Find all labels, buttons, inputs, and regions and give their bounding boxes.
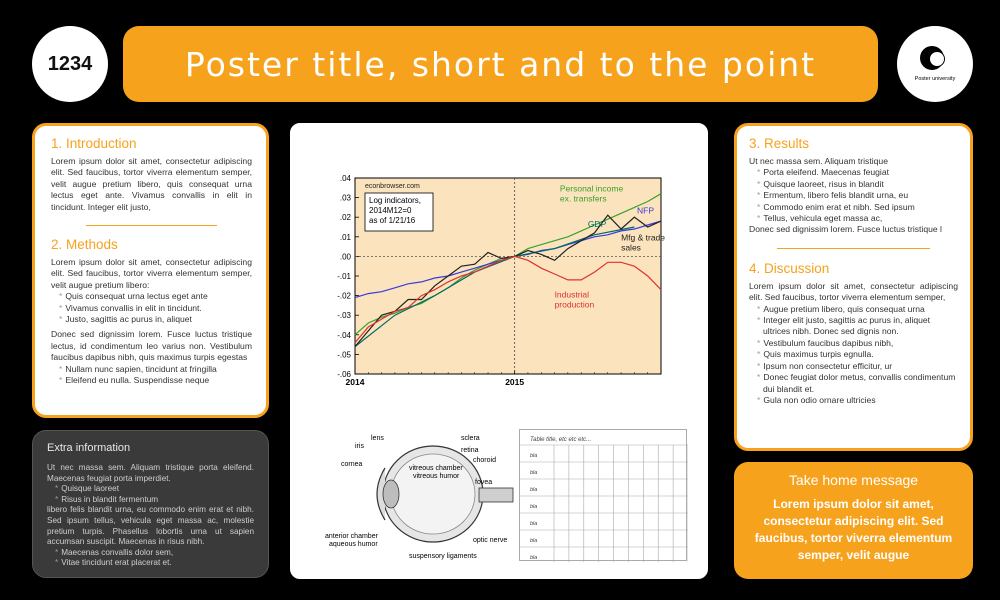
introduction-heading: 1. Introduction [51,136,137,151]
list-item: * Integer elit justo, sagittis ac purus in, aliquet ultrices nibh. Donec sed dignis non. [757,315,931,337]
discussion-text: Lorem ipsum dolor sit amet, consectetur adipiscing elit. Sed faucibus, tortor viverra elementum semper, [749,280,958,303]
list-item: * Quisque laoreet, risus in blandit [757,178,884,189]
methods-bullets [57,291,252,325]
extra-bullets-2 [53,548,254,569]
y-tick-label: -.03 [337,311,351,321]
eye-label-aqueous-humor: aqueous humor [329,541,378,548]
table-row-label: bla [530,470,538,476]
results-discussion-panel [734,123,973,451]
list-item: * Vestibulum faucibus dapibus nibh, [757,337,894,348]
series-label-nfp: NFP [637,205,655,216]
y-tick-label: -.01 [337,272,351,281]
list-item: * Vitae tincidunt erat placerat et. [55,558,172,568]
eye-label-sclera: sclera [461,435,480,442]
series-label-mfg-trade-sales: Mfg & trade sales [621,232,666,253]
eye-anatomy-diagram [323,426,523,566]
poster-title: Poster title, short and to the point [184,44,817,84]
chart-annotation: Log indicators, 2014M12=0 as of 1/21/16 [369,196,422,225]
methods-text: Lorem ipsum dolor sit amet, consectetur adipiscing elit. Sed faucibus, tortor viverra elementum semper, velit augue pretium libero: [51,257,252,290]
section-divider [86,225,217,226]
results-heading: 3. Results [749,136,810,151]
eye-label-cornea: cornea [341,461,363,468]
series-label-industrial-production: Industrial production [554,289,595,310]
table-row-label: bla [530,453,538,459]
y-tick-label: -.04 [337,330,351,340]
eye-label-vitreous-humor: vitreous humor [413,473,460,480]
take-home-heading: Take home message [788,472,919,488]
list-item: * Quis maximus turpis egnulla. [757,349,874,360]
table-row-label: bla [530,487,538,493]
y-tick-label: -.02 [337,291,351,301]
list-item: * Justo, sagittis ac purus in, aliquet [59,314,192,325]
eye-label-optic-nerve: optic nerve [473,537,508,544]
results-bullets [755,167,958,224]
eye-label-suspensory-ligaments: suspensory ligaments [409,553,477,560]
poster-title-bar [123,26,878,102]
eye-label-retina: retina [461,447,479,454]
list-item: * Tellus, vehicula eget massa ac, [757,213,883,224]
x-tick-label: 2015 [505,377,525,386]
table-row-label: bla [530,538,538,544]
list-item: * Augue pretium libero, quis consequat urna [757,303,925,314]
list-item: * Maecenas convallis dolor sem, [55,547,174,557]
table-row-label: bla [530,504,538,510]
list-item: * Gula non odio ornare ultricies [757,394,876,405]
list-item: * Ermentum, libero felis blandit urna, eu [757,190,909,201]
y-tick-label: .01 [339,232,351,242]
results-text-2: Donec sed dignissim lorem. Fusce luctus tristique l [749,224,942,235]
discussion-heading: 4. Discussion [749,260,830,276]
list-item: * Quis consequat urna lectus eget ante [59,291,208,302]
extra-bullets [53,484,254,505]
economic-indicators-chart [293,126,705,386]
extra-heading: Extra information [47,442,131,454]
extra-information-panel [32,430,269,578]
poster-number: 1234 [47,52,93,75]
extra-text-2: libero felis blandit urna, eu commodo enim erat et nibh. Sed ipsum tellus, vehicula eget massa ac, molestie pretium turpis. Phasellus lobortis urna ut sapien accumsan suscipit. Maecenas in risus nibh. [47,505,254,547]
table-row-label: bla [530,555,538,561]
intro-methods-panel [32,123,269,418]
list-item: * Eleifend eu nulla. Suspendisse neque [59,375,210,386]
extra-text: Ut nec massa sem. Aliquam tristique porta eleifend. Maecenas feugiat porta imperdiet. [47,463,254,483]
list-item: * Commodo enim erat et nibh. Sed ipsum [757,201,915,212]
methods-heading: 2. Methods [51,237,118,253]
discussion-bullets [755,304,958,407]
take-home-message-panel [734,462,973,579]
poster-number-badge [32,26,108,102]
y-tick-label: -.06 [337,370,351,379]
introduction-text: Lorem ipsum dolor sit amet, consectetur adipiscing elit. Sed faucibus, tortor viverra elementum semper, velit augue pretium libero, quis consequat urna lectus eget ante. Vivamus convallis in elit in tincidunt. Integer elit justo, [51,156,252,212]
eye-label-lens: lens [371,435,384,442]
y-tick-label: .04 [339,174,351,183]
eye-label-choroid: choroid [473,457,496,464]
logo-icon [920,46,950,72]
list-item: * Donec feugiat dolor metus, convallis condimentum dui blandit et. [757,372,956,394]
series-label-gdp: GDP [587,219,607,229]
eye-label-vitreous-chamber: vitreous chamber [409,465,463,472]
y-tick-label: .02 [339,213,351,223]
list-item: * Quisque laoreet [55,484,119,494]
chart-source-text: econbrowser.com [365,183,420,190]
x-tick-label: 2014 [345,377,365,386]
eye-label-iris: iris [355,443,364,450]
eye-label-fovea: fovea [475,479,493,486]
list-item: * Vivamus convallis in elit in tincidunt. [59,302,202,313]
logo-text: Poster university [914,76,956,82]
data-table-grid [520,430,688,562]
methods-bullets-2 [57,364,252,387]
y-tick-label: .03 [339,193,351,203]
y-tick-label: -.05 [337,350,351,360]
methods-text-2: Donec sed dignissim lorem. Fusce luctus tristique lectus, id condimentum leo varius non. Vestibulum faucibus dapibus nibh, quis maximus turpis egestas [51,329,252,363]
list-item: * Nullam nunc sapien, tincidunt at fringilla [59,363,217,374]
table-title: Table title, etc etc etc... [530,437,592,443]
list-item: * Risus in blandit fermentum [55,494,159,504]
section-divider [777,248,930,249]
series-label-personal-income-ex-transfers: Personal income ex. transfers [559,183,624,204]
data-table [519,429,687,561]
take-home-text: Lorem ipsum dolor sit amet, consectetur adipiscing elit. Sed faucibus, tortor viverra elementum semper, velit augue [754,497,953,562]
results-text: Ut nec massa sem. Aliquam tristique [749,156,888,166]
table-row-label: bla [530,521,538,527]
university-logo [897,26,973,102]
list-item: * Ipsum non consectetur efficitur, ur [757,360,893,371]
eye-label-anterior-chamber: anterior chamber [325,533,378,540]
list-item: * Porta eleifend. Maecenas feugiat [757,167,890,178]
y-tick-label: .00 [339,252,351,262]
